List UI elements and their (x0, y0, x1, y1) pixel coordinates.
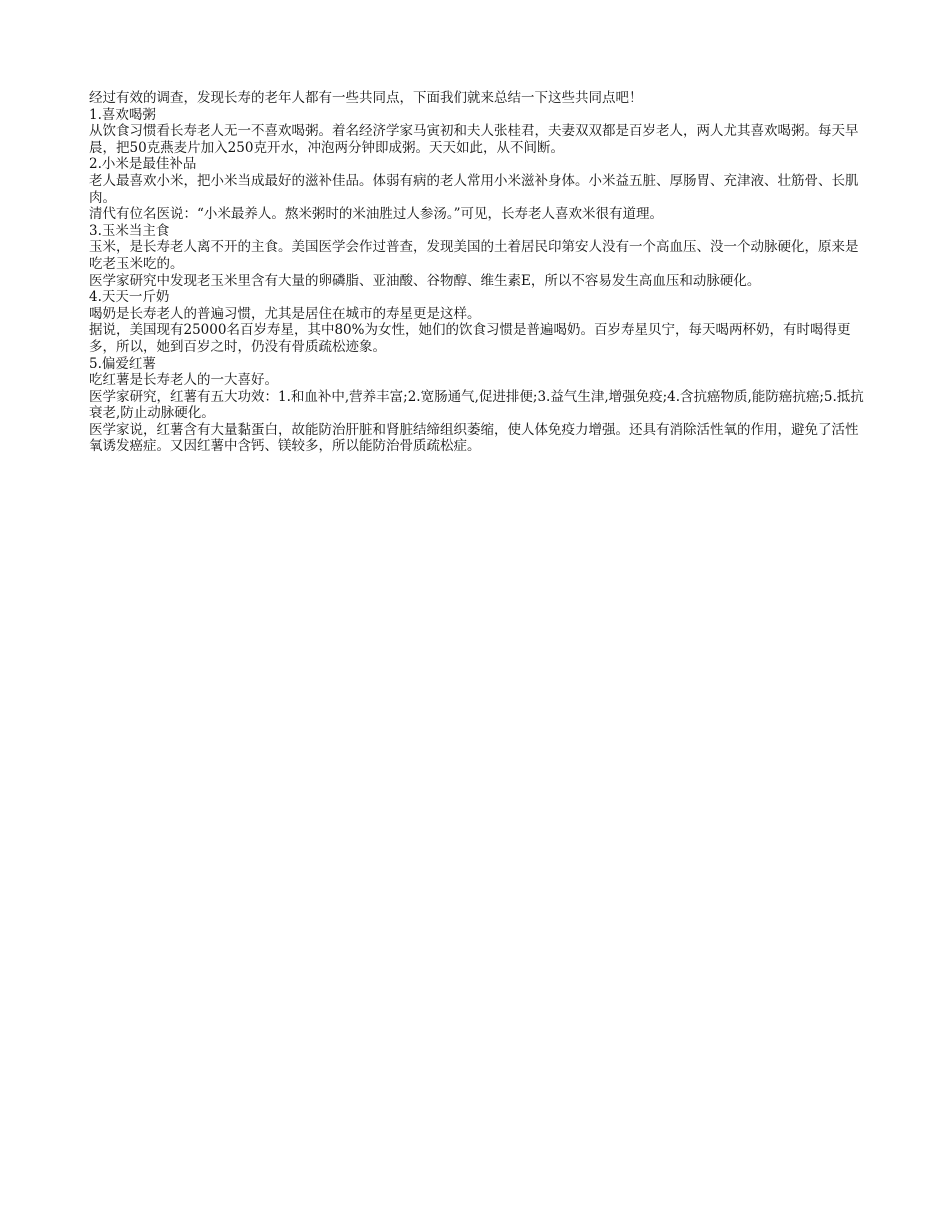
section-heading-4: 4.天天一斤奶 (89, 289, 170, 306)
section-4-paragraph-1: 喝奶是长寿老人的普遍习惯，尤其是居住在城市的寿星更是这样。 (89, 305, 481, 322)
section-1-paragraph-1: 从饮食习惯看长寿老人无一不喜欢喝粥。着名经济学家马寅初和夫人张桂君，夫妻双双都是百岁老人，两人尤其喜欢喝粥。每天早晨，把50克燕麦片加入250克开水，冲泡两分钟即成粥。天天如此，从不间断。 (89, 123, 859, 156)
section-2-paragraph-1: 老人最喜欢小米，把小米当成最好的滋补佳品。体弱有病的老人常用小米滋补身体。小米益五脏、厚肠胃、充津液、壮筋骨、长肌肉。 (89, 172, 859, 206)
section-heading-2: 2.小米是最佳补品 (89, 156, 197, 173)
section-heading-5: 5.偏爱红薯 (89, 355, 156, 372)
section-5-paragraph-3: 医学家说，红薯含有大量黏蛋白，故能防治肝脏和肾脏结缔组织萎缩，使人体免疫力增强。还具有消除活性氧的作用，避免了活性氧诱发癌症。又因红薯中含钙、镁较多，所以能防治骨质疏松症。 (89, 421, 859, 455)
section-3-paragraph-2: 医学家研究中发现老玉米里含有大量的卵磷脂、亚油酸、谷物醇、维生素E，所以不容易发生高血压和动脉硬化。 (89, 272, 761, 289)
intro-paragraph: 经过有效的调查，发现长寿的老年人都有一些共同点，下面我们就来总结一下这些共同点吧！ (89, 90, 643, 106)
document-body (89, 90, 864, 455)
section-2-paragraph-2: 清代有位名医说：“小米最养人。熬米粥时的米油胜过人参汤。”可见，长寿老人喜欢米很有道理。 (89, 206, 664, 223)
section-5-paragraph-1: 吃红薯是长寿老人的一大喜好。 (89, 372, 278, 389)
section-5-paragraph-2: 医学家研究，红薯有五大功效：1.和血补中,营养丰富;2.宽肠通气,促进排便;3.益气生津,增强免疫;4.含抗癌物质,能防癌抗癌;5.抵抗衰老,防止动脉硬化。 (89, 388, 864, 422)
section-heading-1: 1.喜欢喝粥 (89, 106, 156, 123)
section-4-paragraph-2: 据说，美国现有25000名百岁寿星，其中80%为女性，她们的饮食习惯是普遍喝奶。百岁寿星贝宁，每天喝两杯奶，有时喝得更多，所以，她到百岁之时，仍没有骨质疏松迹象。 (89, 322, 851, 355)
section-3-paragraph-1: 玉米，是长寿老人离不开的主食。美国医学会作过普查，发现美国的土着居民印第安人没有一个高血压、没一个动脉硬化，原来是吃老玉米吃的。 (89, 239, 859, 272)
section-heading-3: 3.玉米当主食 (89, 222, 170, 239)
